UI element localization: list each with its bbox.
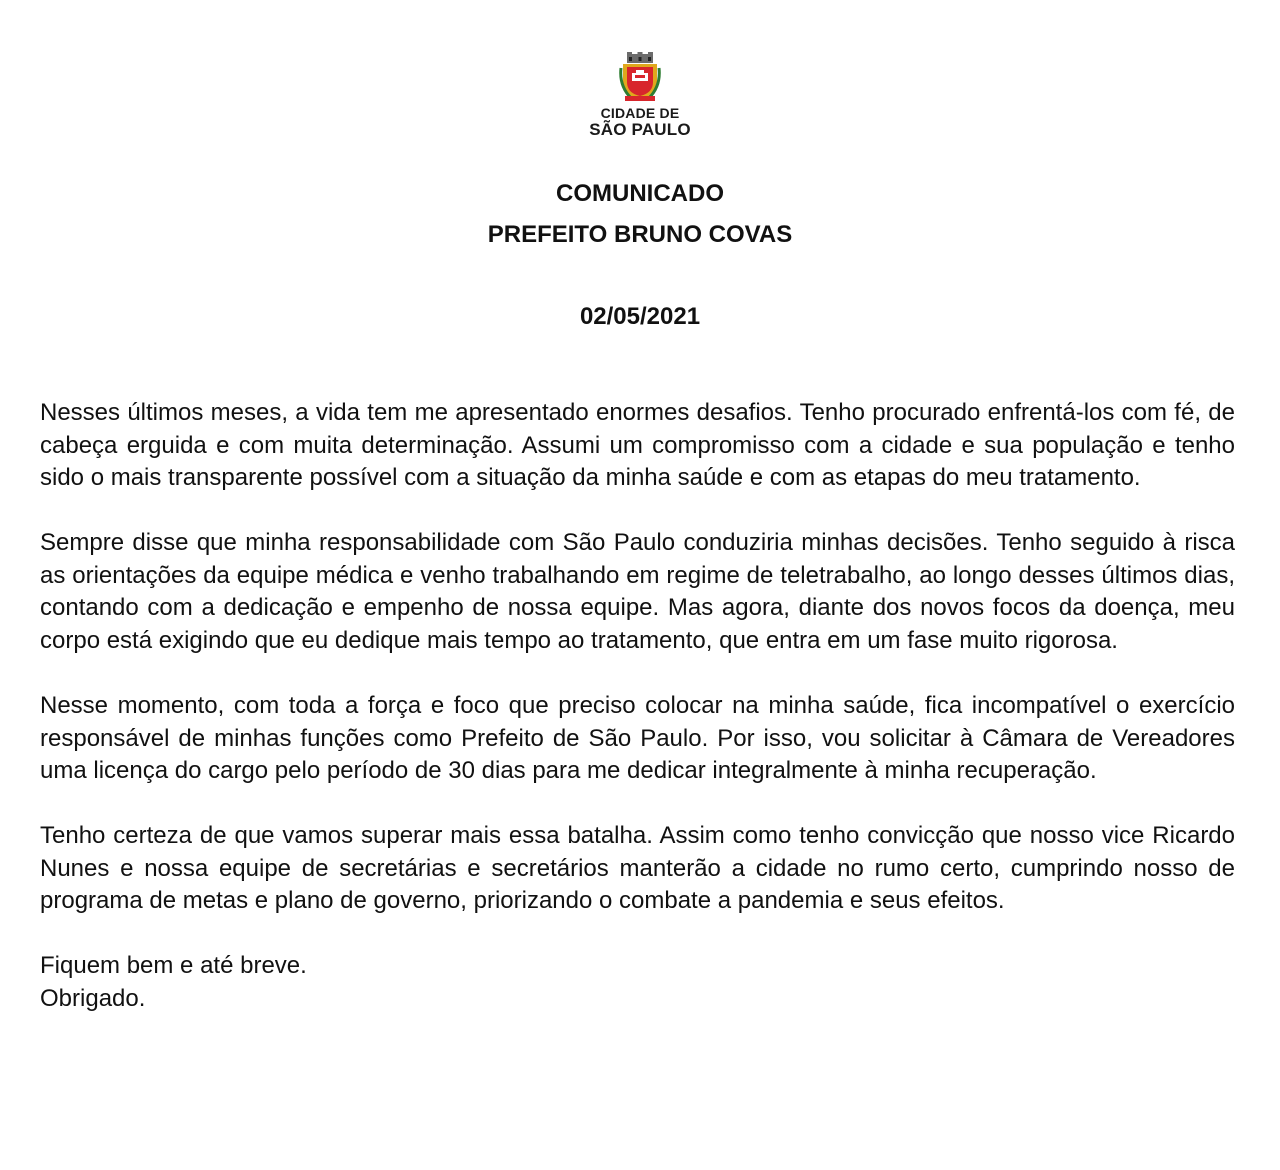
paragraph: Nesse momento, com toda a força e foco que preciso colocar na minha saúde, fica incompatível o exercício responsável de minhas funções como Prefeito de São Paulo. Por isso, vou solicitar à Câmara de Vereadores uma licença do cargo pelo período de 30 dias para me dedicar integralmente à minha recuperação. [40,691,1235,785]
closing-line: Fiquem bem e até breve. [40,952,307,980]
closing [40,950,1235,1015]
document-subtitle: PREFEITO BRUNO COVAS [487,221,793,248]
paragraph: Nesses últimos meses, a vida tem me apresentado enormes desafios. Tenho procurado enfrentá-los com fé, de cabeça erguida e com muita determinação. Assumi um compromisso com a cidade e sua população e tenho sido o mais transparente possível com a situação da minha saúde e com as etapas do meu tratamento. [40,399,1235,492]
paragraph: Tenho certeza de que vamos superar mais essa batalha. Assim como tenho convicção que nosso vice Ricardo Nunes e nossa equipe de secretárias e secretários manterão a cidade no rumo certo, cumprindo nosso de programa de metas e plano de governo, priorizando o combate a pandemia e seus efeitos. [40,822,1235,915]
document-title: COMUNICADO [556,180,724,207]
document-date: 02/05/2021 [579,303,701,330]
document-body [40,397,1235,1015]
paragraph: Sempre disse que minha responsabilidade com São Paulo conduziria minhas decisões. Tenho seguido à risca as orientações da equipe médica e venho trabalhando em regime de teletrabalho, ao longo desses últimos dias, contando com a dedicação e empenho de nossa equipe. Mas agora, diante dos novos focos da doença, meu corpo está exigindo que eu dedique mais tempo ao tratamento, que entra em um fase muito rigorosa. [40,529,1235,654]
logo-text-city-of: CIDADE DE [600,105,680,121]
city-logo [580,52,700,139]
signoff: Obrigado. [40,984,146,1012]
coat-of-arms-icon [619,52,661,102]
logo-text-sao-paulo: SÃO PAULO [589,120,691,139]
